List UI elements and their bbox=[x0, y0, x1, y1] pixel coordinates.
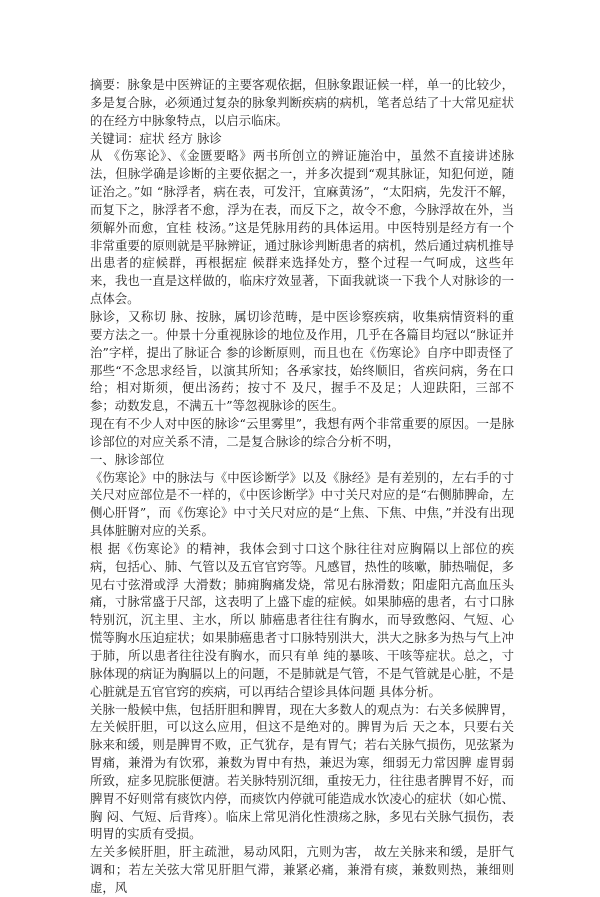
abstract: 摘要：脉象是中医辨证的主要客观依据，但脉象跟证候一样，单一的比较少，多是复合脉，必须通过复杂的脉象判断疾病的病机，笔者总结了十大常见症状的在经方中脉象特点，以启示临床。 bbox=[90, 77, 514, 128]
section-paragraph: 左关多候肝胆，肝主疏泄，易动风阳，亢则为害， 故左关脉来和缓，是肝气调和；若左关弦大常见肝胆气滞，兼紧必痛，兼滑有痰，兼数则热，兼细则虚，风 bbox=[90, 844, 514, 895]
section-paragraph: 关脉一般候中焦，包括肝胆和脾胃，现在大多数人的观点为：右关多候脾胃，左关候肝胆，可以这么应用，但这不是绝对的。脾胃为后 天之本，只要右关脉来和缓，则是脾胃不败，正气犹存，是有胃气；若右关脉气损伤，见弦紧为胃痛，兼滑为有饮邪，兼数为胃中有热，兼迟为寒，细弱无力常因脾 虚胃弱所致，症多见脘胀便溏。若关脉特别沉细，重按无力，往往患者脾胃不好，而脾胃不好则常有痰饮内停，而痰饮内停就可能造成水饮凌心的症状（如心慌、胸 闷、气短、后背疼）。临床上常见消化性溃疡之脉，多见右关脉气损伤，表明胃的实质有受损。 bbox=[90, 701, 514, 842]
paragraph-reasons: 现在有不少人对中医的脉诊“云里雾里”，我想有两个非常重要的原因。一是脉诊部位的对应关系不清，二是复合脉诊的综合分析不明， bbox=[90, 416, 514, 449]
paragraph-pulse-diagnosis: 脉诊，又称切 脉、按脉，属切诊范畴，是中医诊察疾病，收集病情资料的重要方法之一。仲景十分重视脉诊的地位及作用，几乎在各篇目均冠以“脉证并治”字样，提出了脉证合 参的诊断原则，而且也在《伤寒论》自序中即责怪了那些“不念思求经旨，以演其所知；各承家技，始终顺旧，省疾问病，务在口给；相对斯须，便出汤药；按寸不 及尺，握手不及足；人迎趺阳，三部不参；动数发息，不满五十”等忽视脉诊的医生。 bbox=[90, 308, 514, 414]
section-paragraph: 根 据《伤寒论》的精神，我体会到寸口这个脉往往对应胸隔以上部位的疾病，包括心、肺、气管以及五官官窍等。凡感冒，热性的咳嗽，肺热喘促，多见右寸弦滑或浮 大滑数；肺痈胸痛发烧，常见右脉滑数；阳虚阳亢高血压头痛，寸脉常盛于尺部，这表明了上盛下虚的症候。如果肺癌的患者，右寸口脉特别沉，沉主里、主水，所以 肺癌患者往往有胸水，而导致憋闷、气短、心慌等胸水压迫症状；如果肺癌患者寸口脉特别洪大，洪大之脉多为热与气上冲于肺，所以患者往往没有胸水，而只有单 纯的暴咳、干咳等症状。总之，寸脉体现的病证为胸膈以上的问题，不是肺就是气管，不是气管就是心脏，不是心脏就是五官官窍的疾病，可以再结合望诊具体问题 具体分析。 bbox=[90, 540, 514, 699]
section-paragraph: 《伤寒论》中的脉法与《中医诊断学》以及《脉经》是有差别的，左右手的寸关尺对应部位是不一样的，《中医诊断学》中寸关尺对应的是“右侧肺脾命，左侧心肝肾”，而《伤寒论》中寸关尺对应的是“上焦、下焦、中焦，”并没有出现具体脏腑对应的关系。 bbox=[90, 469, 514, 539]
section-title: 一、脉诊部位 bbox=[90, 451, 165, 467]
keywords: 关键词：症状 经方 脉诊 bbox=[90, 130, 222, 146]
paragraph-intro: 从 《伤寒论》、《金匮要略》两书所创立的辨证施治中，虽然不直接讲述脉法，但脉学确是诊断的主要依据之一，并多次提到“观其脉证，知犯何逆，随证治之。”如 “脉浮者，病在表，可发汗，宜麻黄汤”，“太阳病，先发汗不解，而复下之，脉浮者不愈，浮为在表，而反下之，故令不愈，今脉浮故在外，当须解外而愈，宜桂 枝汤。”这是凭脉用药的具体运用。中医特别是经方有一个非常重要的原则就是平脉辨证，通过脉诊判断患者的病机，然后通过病机推导出患者的症候群，再根据症 候群来选择处方，整个过程一气呵成，这些年来，我也一直是这样做的，临床疗效显著，下面我就谈一下我个人对脉诊的一点体会。 bbox=[90, 148, 514, 307]
